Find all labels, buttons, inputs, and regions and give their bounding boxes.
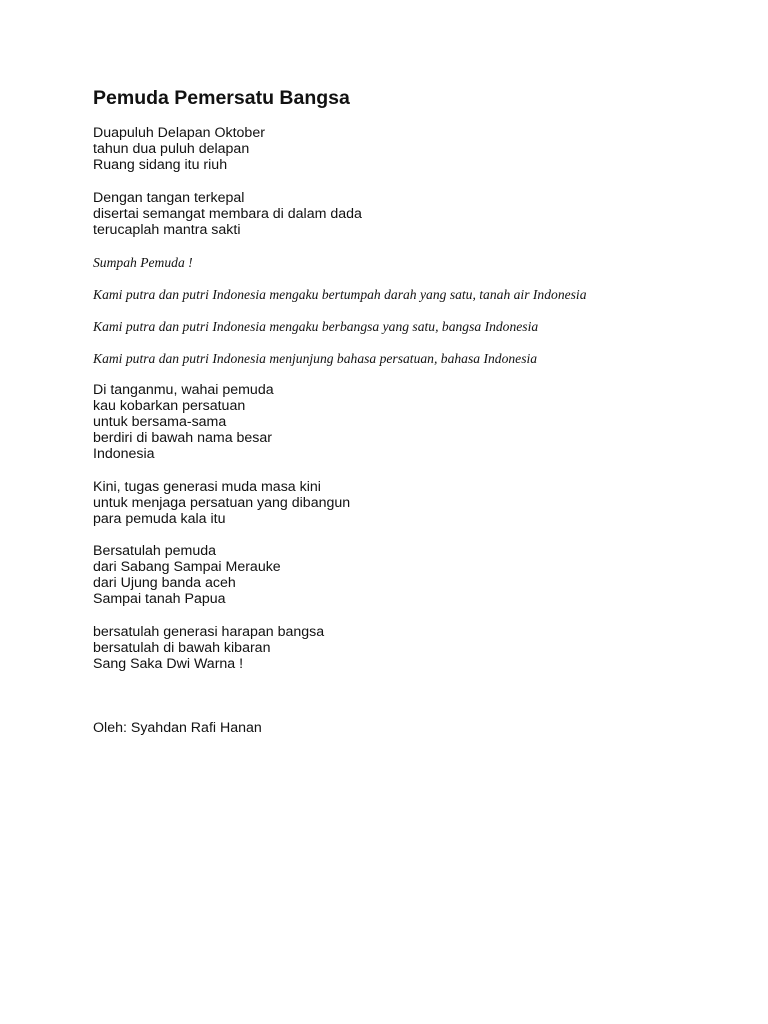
poem-line: terucaplah mantra sakti	[93, 222, 241, 238]
stanza-2	[93, 190, 362, 238]
author-credit: Oleh: Syahdan Rafi Hanan	[93, 720, 262, 736]
poem-line: berdiri di bawah nama besar	[93, 430, 273, 446]
oath-line-3: Kami putra dan putri Indonesia menjunjung bahasa persatuan, bahasa Indonesia	[93, 351, 538, 366]
poem-line: para pemuda kala itu	[93, 511, 226, 527]
stanza-4	[93, 479, 350, 527]
poem-line: dari Ujung banda aceh	[93, 575, 236, 591]
poem-line: dari Sabang Sampai Merauke	[93, 559, 281, 575]
poem-line: tahun dua puluh delapan	[93, 141, 250, 157]
stanza-1	[93, 125, 265, 173]
poem-line: kau kobarkan persatuan	[93, 398, 246, 414]
poem-title: Pemuda Pemersatu Bangsa	[93, 87, 350, 109]
oath-line-1: Kami putra dan putri Indonesia mengaku bertumpah darah yang satu, tanah air Indonesia	[93, 287, 587, 302]
poem-line: Bersatulah pemuda	[93, 543, 217, 559]
poem-line: Sampai tanah Papua	[93, 591, 226, 607]
poem-line: Indonesia	[93, 446, 155, 462]
poem-line: Di tanganmu, wahai pemuda	[93, 382, 274, 398]
poem-line: Duapuluh Delapan Oktober	[93, 125, 265, 141]
poem-line: bersatulah di bawah kibaran	[93, 640, 271, 656]
stanza-6	[93, 624, 324, 672]
poem-line: disertai semangat membara di dalam dada	[93, 206, 362, 222]
poem-line: untuk menjaga persatuan yang dibangun	[93, 495, 351, 511]
poem-line: Kini, tugas generasi muda masa kini	[93, 479, 321, 495]
stanza-3	[93, 382, 274, 462]
oath-heading: Sumpah Pemuda !	[93, 255, 193, 270]
oath-line-2: Kami putra dan putri Indonesia mengaku berbangsa yang satu, bangsa Indonesia	[93, 319, 539, 334]
poem-line: Ruang sidang itu riuh	[93, 157, 228, 173]
poem-line: Dengan tangan terkepal	[93, 190, 245, 206]
poem-line: untuk bersama-sama	[93, 414, 227, 430]
poem-line: bersatulah generasi harapan bangsa	[93, 624, 325, 640]
stanza-5	[93, 543, 281, 607]
poem-line: Sang Saka Dwi Warna !	[93, 656, 244, 672]
